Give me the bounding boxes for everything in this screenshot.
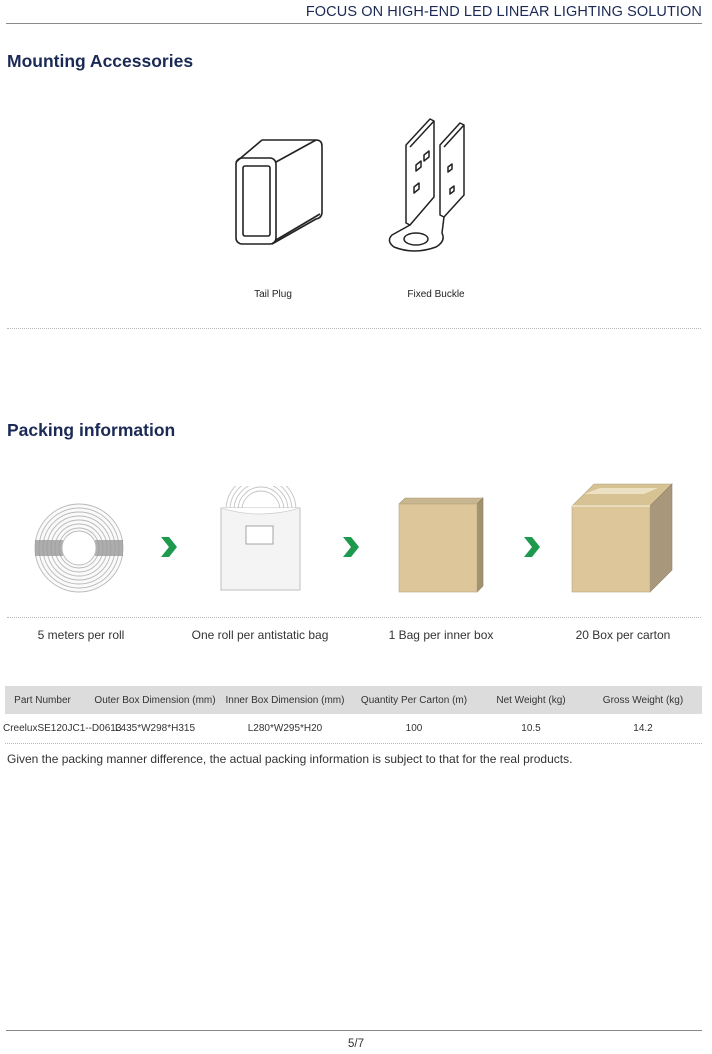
header-title: FOCUS ON HIGH-END LED LINEAR LIGHTING SOLUTION — [305, 4, 702, 20]
footer-divider — [6, 1030, 702, 1031]
chevron-right-icon — [523, 536, 541, 558]
packing-note: Given the packing manner difference, the actual packing information is subject to that for the real products. — [7, 752, 573, 766]
fixed-buckle-label: Fixed Buckle — [407, 289, 465, 300]
header-net-weight: Net Weight (kg) — [496, 694, 566, 706]
tail-plug-icon — [232, 132, 328, 248]
step-carton-label: 20 Box per carton — [575, 628, 671, 642]
header-divider — [6, 23, 702, 24]
packing-divider — [7, 617, 701, 618]
cell-gross-weight: 14.2 — [633, 723, 653, 734]
header-inner-box: Inner Box Dimension (mm) — [225, 694, 345, 706]
fixed-buckle-icon — [384, 117, 484, 257]
cell-quantity: 100 — [405, 723, 423, 734]
packing-information-title: Packing information — [7, 420, 176, 440]
table-header — [5, 686, 702, 714]
step-bag-label: One roll per antistatic bag — [191, 628, 329, 642]
cell-part-number: CreeluxSE120JC1--D0613 — [3, 723, 122, 734]
page-number: 5/7 — [348, 1038, 364, 1050]
cell-outer-box: L435*W298*H315 — [114, 723, 196, 734]
section-divider — [7, 328, 701, 329]
header-gross-weight: Gross Weight (kg) — [602, 694, 684, 706]
tail-plug-label: Tail Plug — [254, 289, 292, 300]
step-inner-box-label: 1 Bag per inner box — [388, 628, 494, 642]
header-part-number: Part Number — [14, 694, 71, 706]
packing-table — [5, 686, 702, 744]
reel-icon — [34, 503, 124, 593]
cell-net-weight: 10.5 — [521, 723, 541, 734]
chevron-right-icon — [160, 536, 178, 558]
header-quantity: Quantity Per Carton (m) — [360, 694, 468, 706]
table-row — [5, 714, 702, 744]
cell-inner-box: L280*W295*H20 — [247, 723, 323, 734]
mounting-accessories-title: Mounting Accessories — [7, 51, 194, 71]
inner-box-icon — [397, 496, 485, 594]
chevron-right-icon — [342, 536, 360, 558]
carton-icon — [570, 482, 674, 594]
antistatic-bag-icon — [220, 486, 302, 592]
header-outer-box: Outer Box Dimension (mm) — [94, 694, 216, 706]
step-roll-label: 5 meters per roll — [37, 628, 125, 642]
